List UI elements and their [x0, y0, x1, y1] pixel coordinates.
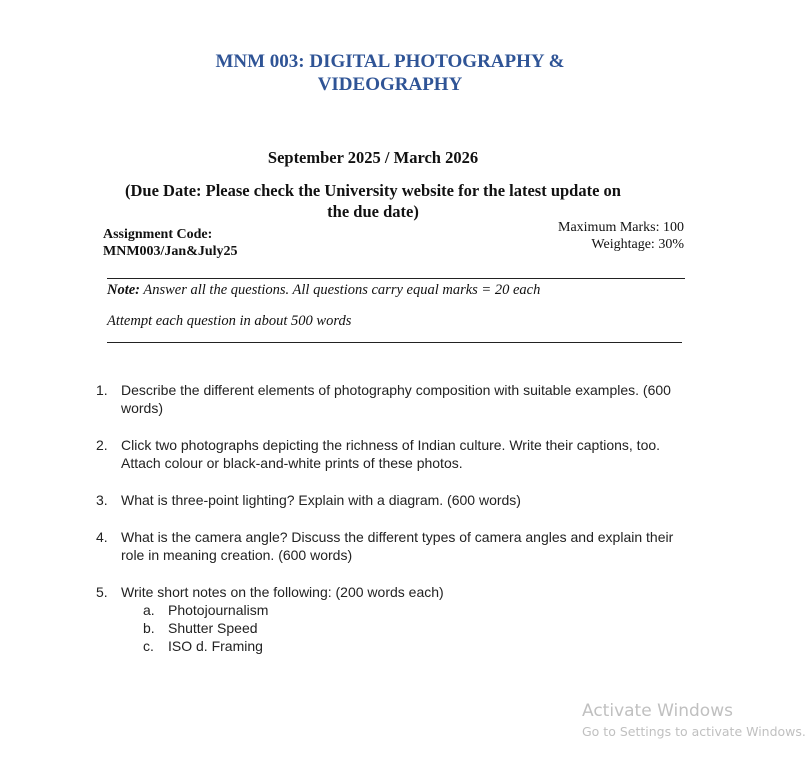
note-word-limit: Attempt each question in about 500 words — [107, 313, 352, 329]
question-number: 4. — [96, 529, 108, 545]
question-2 — [96, 436, 696, 472]
question-text: Click two photographs depicting the richness of Indian culture. Write their captions, too. Attach colour or black-and-white prints of these photos. — [121, 437, 661, 471]
divider-top — [107, 278, 685, 279]
note-text: Answer all the questions. All questions carry equal marks = 20 each — [140, 282, 541, 298]
sub-item-text: Shutter Speed — [168, 620, 258, 636]
activation-watermark — [582, 700, 806, 742]
weightage: Weightage: 30% — [591, 237, 684, 252]
due-date-line-1: (Due Date: Please check the University website for the latest update on — [125, 181, 621, 200]
sub-item-text: ISO d. Framing — [168, 638, 263, 654]
session: September 2025 / March 2026 — [267, 148, 479, 167]
question-4 — [96, 528, 696, 564]
question-3 — [96, 491, 696, 509]
sub-item-letter: a. — [143, 602, 155, 618]
note-label: Note: — [107, 282, 141, 298]
due-date-line-2: the due date) — [327, 202, 419, 221]
question-text: Describe the different elements of photography composition with suitable examples. (600 words) — [121, 382, 671, 416]
note — [107, 282, 540, 299]
question-text: Write short notes on the following: (200 words each) — [121, 584, 444, 600]
question-text: What is three-point lighting? Explain with a diagram. (600 words) — [121, 492, 521, 508]
sub-item-c — [121, 637, 696, 655]
question-number: 5. — [96, 584, 108, 600]
watermark-subtitle: Go to Settings to activate Windows. — [582, 724, 806, 739]
document-title-line-2: VIDEOGRAPHY — [317, 74, 463, 95]
question-number: 2. — [96, 437, 108, 453]
question-number: 1. — [96, 382, 108, 398]
sub-item-a — [121, 601, 696, 619]
question-text: What is the camera angle? Discuss the different types of camera angles and explain their role in meaning creation. (600 words) — [121, 529, 674, 563]
watermark-title: Activate Windows — [582, 701, 733, 721]
sub-item-letter: c. — [143, 638, 154, 654]
document-title-line-1: MNM 003: DIGITAL PHOTOGRAPHY & — [215, 51, 565, 72]
divider-bottom — [107, 342, 682, 343]
question-1 — [96, 381, 696, 417]
assignment-code: MNM003/Jan&July25 — [103, 244, 238, 259]
question-number: 3. — [96, 492, 108, 508]
sub-item-letter: b. — [143, 620, 155, 636]
question-list — [96, 381, 696, 674]
sub-item-b — [121, 619, 696, 637]
question-5 — [96, 583, 696, 655]
assignment-code-label: Assignment Code: — [103, 227, 213, 242]
sub-item-text: Photojournalism — [168, 602, 269, 618]
maximum-marks: Maximum Marks: 100 — [558, 220, 684, 235]
